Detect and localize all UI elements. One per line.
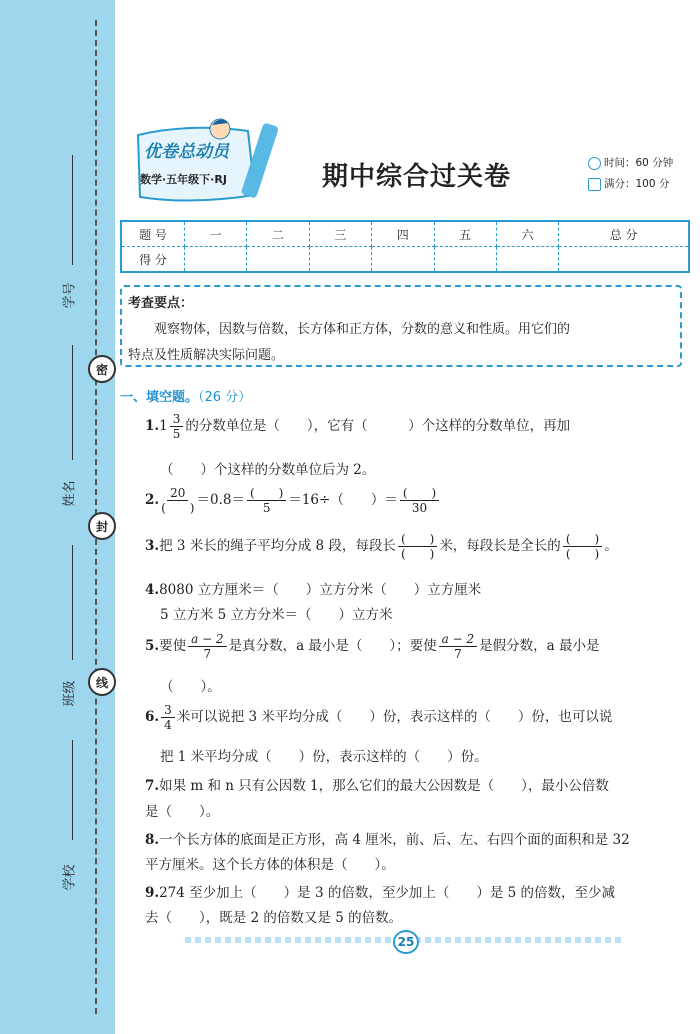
question-3: 3.把 3 米长的绳子平均分成 8 段，每段长 $\frac{( )}{( )}$ 米，每段长是全长的 $\frac{( )}{( )}$ 。 [145,532,618,561]
col-total: 总 分 [559,221,689,247]
question-2: 2. $\frac{20}{( )}$ ＝0.8＝ $\frac{( )}{5}$ ＝16÷（ ）＝ $\frac{( )}{30}$ [145,486,690,515]
section-title: 一、填空题。 [120,390,199,405]
key-points-text1: 观察物体，因数与倍数，长方体和正方体，分数的意义和性质。用它们的 [154,322,571,337]
class-line [72,545,73,660]
col-4: 四 [372,221,434,247]
seal-mi: 密 [88,355,116,383]
time-text: 时间：60 分钟 [604,157,674,169]
brand-name: 优卷总动员 [144,142,229,162]
score-cell[interactable] [496,247,558,273]
question-7-cont: 是（ ）。 [145,804,220,820]
col-3: 三 [309,221,371,247]
school-line [72,740,73,840]
col-5: 五 [434,221,496,247]
question-4: 4.8080 立方厘米＝（ ）立方分米（ ）立方厘米 [145,582,482,598]
section-heading [120,386,251,405]
row-label-question: 题 号 [121,221,185,247]
key-points-heading: 考查要点： [128,296,194,311]
score-cell[interactable] [247,247,309,273]
name-label: 姓名 [62,480,78,507]
student-id-line [72,155,73,265]
question-9: 9.274 至少加上（ ）是 3 的倍数，至少加上（ ）是 5 的倍数，至少减 [145,885,615,901]
name-line [72,345,73,460]
question-1: 1.1 $\frac{3}{5}$ 的分数单位是（ ），它有（ ）个这样的分数单位，再加 [145,412,571,441]
key-points-box [120,285,682,367]
score-cell[interactable] [185,247,247,273]
fraction: $\frac{3}{5}$ [170,412,184,441]
page-title: 期中综合过关卷 [322,162,512,192]
question-1-cont: （ ）个这样的分数单位后为 2。 [160,462,376,478]
student-id-label: 学号 [62,282,78,309]
school-label: 学校 [62,864,78,891]
seal-feng: 封 [88,512,116,540]
binding-margin [0,0,115,1034]
seal-xian: 线 [88,668,116,696]
question-8-cont: 平方厘米。这个长方体的体积是（ ）。 [145,857,395,873]
question-4-cont: 5 立方米 5 立方分米＝（ ）立方米 [160,607,393,623]
full-marks-text: 满分：100 分 [604,178,670,190]
question-8: 8.一个长方体的底面是正方形，高 4 厘米，前、后、左、右四个面的面积和是 32 [145,832,630,848]
subject-label: 数学·五年级下·RJ [140,173,227,186]
clock-icon [588,157,601,170]
col-1: 一 [185,221,247,247]
key-points-text2: 特点及性质解决实际问题。 [128,348,285,363]
score-cell[interactable] [309,247,371,273]
score-info [588,176,669,191]
row-label-score: 得 分 [121,247,185,273]
score-cell[interactable] [559,247,689,273]
score-icon [588,178,601,191]
question-9-cont: 去（ ），既是 2 的倍数又是 5 的倍数。 [145,910,403,926]
score-cell[interactable] [372,247,434,273]
col-6: 六 [496,221,558,247]
question-6: 6. $\frac{3}{4}$ 米可以说把 3 米平均分成（ ）份，表示这样的（ ）份，也可以说 [145,703,613,732]
question-5-cont: （ ）。 [160,679,221,695]
score-table [120,220,690,273]
class-label: 班级 [62,680,78,707]
page-number: 25 [393,930,419,954]
section-points: （26 分） [198,390,252,405]
question-5: 5.要使 $\frac{a - 2}{7}$ 是真分数，a 最小是（ ）；要使 $\frac{a - 2}{7}$ 是假分数，a 最小是 [145,632,600,661]
score-cell[interactable] [434,247,496,273]
question-6-cont: 把 1 米平均分成（ ）份，表示这样的（ ）份。 [160,749,488,765]
brand-logo [130,115,290,210]
time-info [588,155,673,170]
col-2: 二 [247,221,309,247]
question-7: 7.如果 m 和 n 只有公因数 1，那么它们的最大公因数是（ ），最小公倍数 [145,778,609,794]
